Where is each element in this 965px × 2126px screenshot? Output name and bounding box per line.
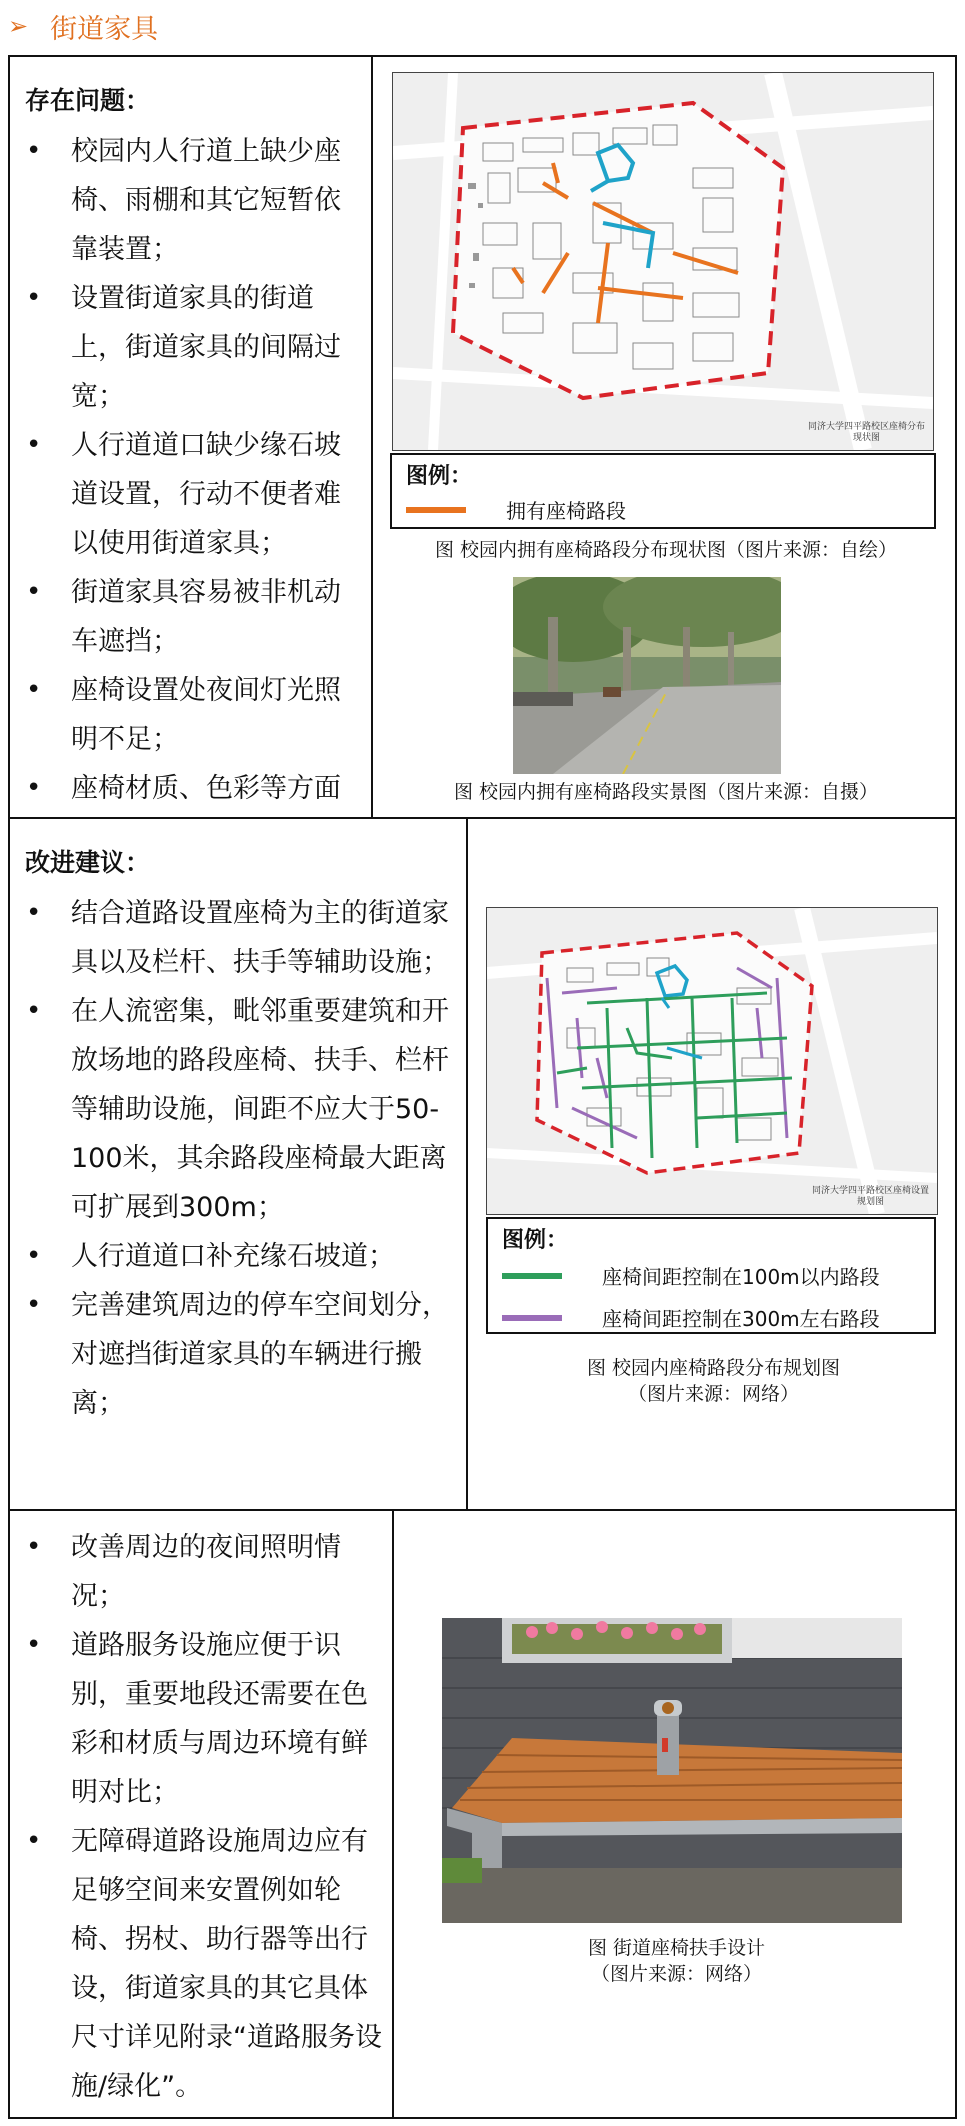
- more-figure-cell: [392, 1509, 957, 2119]
- section-title: 街道家具: [50, 13, 159, 45]
- list-item: • 无障碍道路设施周边应有足够空间来安置例如轮椅、拐杖、助行器等出行设，街道家具的其它具体尺寸详见附录“道路服务设施/绿化”。: [10, 1817, 386, 2111]
- legend-swatch-purple: [502, 1315, 562, 1321]
- list-item: • 在人流密集，毗邻重要建筑和开放场地的路段座椅、扶手、栏杆等辅助设施，间距不应大于50-100米，其余路段座椅最大距离可扩展到300m；: [10, 987, 460, 1232]
- legend-row: [502, 1261, 880, 1290]
- section-header: [8, 6, 158, 46]
- planned-seating-map: [486, 907, 938, 1215]
- map-note: 同济大学四平路校区座椅设置 规划图: [811, 1186, 929, 1207]
- map-caption: 图 校园内拥有座椅路段分布现状图（图片来源：自绘）: [434, 539, 898, 561]
- problems-list: [10, 127, 371, 911]
- legend-title: 图例：: [502, 1228, 569, 1253]
- more-text-cell: [8, 1509, 394, 2119]
- arrow-bullet-icon: ➢: [8, 12, 29, 40]
- legend-label: 拥有座椅路段: [506, 499, 626, 523]
- legend-swatch-green: [502, 1273, 562, 1279]
- list-item: • 人行道道口缺少缘石坡道设置，行动不便者难以使用街道家具；: [10, 421, 365, 568]
- photo-caption: 图 校园内拥有座椅路段实景图（图片来源：自摄）: [453, 781, 879, 803]
- problems-heading: 存在问题：: [25, 86, 151, 115]
- improve-heading: 改进建议：: [25, 848, 151, 877]
- legend-swatch-orange: [406, 507, 466, 513]
- list-item: • 座椅材质、色彩等方面: [10, 764, 365, 911]
- problems-text-cell: [8, 55, 373, 819]
- legend-row: [502, 1303, 880, 1332]
- problems-figure-cell: [371, 55, 957, 819]
- legend-title: 图例：: [406, 464, 473, 489]
- improve-text-cell: [8, 817, 468, 1511]
- planned-map-caption: 图 校园内座椅路段分布规划图 （图片来源：网络）: [586, 1357, 841, 1405]
- list-item: • 街道家具容易被非机动车遮挡；: [10, 568, 365, 666]
- planned-map-legend: [486, 1217, 936, 1334]
- list-item: • 完善建筑周边的停车空间划分，对遮挡街道家具的车辆进行搬离；: [10, 1281, 460, 1428]
- list-item: • 改善周边的夜间照明情况；: [10, 1523, 386, 1621]
- legend-label: 座椅间距控制在100m以内路段: [602, 1265, 880, 1289]
- list-item: • 道路服务设施应便于识别，重要地段还需要在色彩和材质与周边环境有鲜明对比；: [10, 1621, 386, 1817]
- existing-seating-map: [392, 72, 934, 451]
- map-note: 同济大学四平路校区座椅分布 现状图: [807, 422, 925, 443]
- list-item: • 设置街道家具的街道上，街道家具的间隔过宽；: [10, 274, 365, 421]
- bench-handrail-photo: [442, 1618, 902, 1923]
- more-list: [10, 1523, 392, 2111]
- legend-row: [406, 495, 626, 524]
- list-item: • 座椅设置处夜间灯光照明不足；: [10, 666, 365, 764]
- list-item: • 校园内人行道上缺少座椅、雨棚和其它短暂依靠装置；: [10, 127, 365, 274]
- street-photo: [513, 577, 781, 774]
- bench-caption: 图 街道座椅扶手设计 （图片来源：网络）: [587, 1937, 766, 1985]
- improve-figure-cell: [466, 817, 957, 1511]
- list-item: • 人行道道口补充缘石坡道；: [10, 1232, 460, 1281]
- legend-label: 座椅间距控制在300m左右路段: [602, 1307, 880, 1331]
- existing-map-legend: [390, 453, 936, 529]
- list-item: • 结合道路设置座椅为主的街道家具以及栏杆、扶手等辅助设施；: [10, 889, 460, 987]
- improve-list: [10, 889, 466, 1428]
